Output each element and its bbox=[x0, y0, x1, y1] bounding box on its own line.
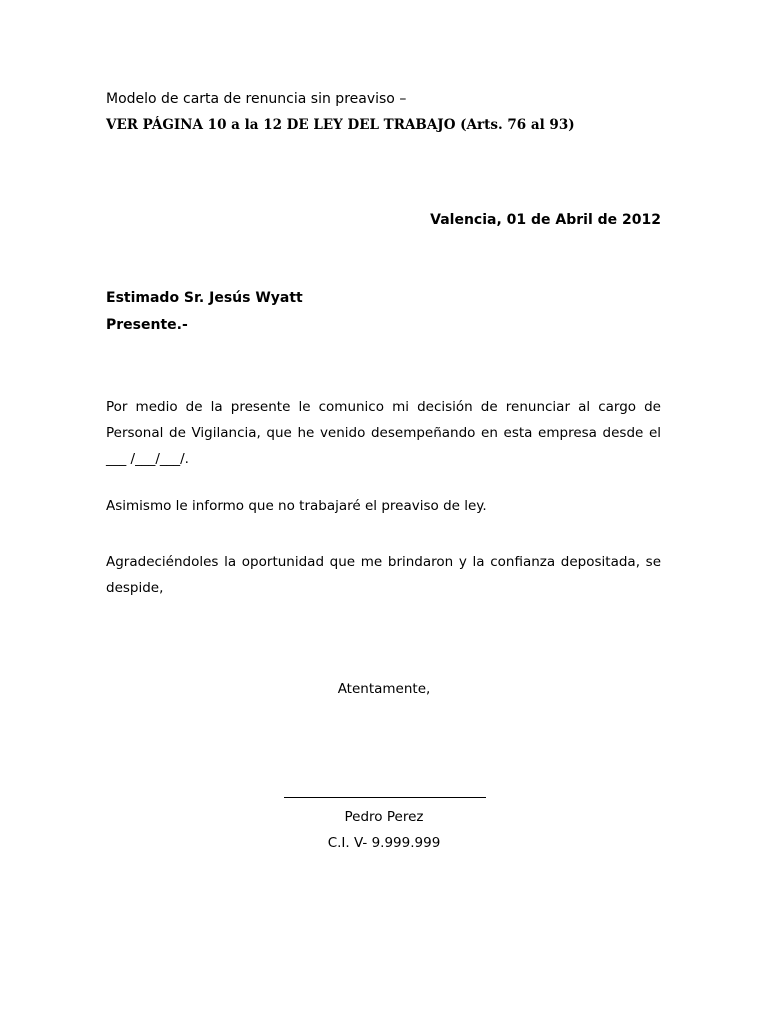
letter-greeting: Estimado Sr. Jesús Wyatt bbox=[106, 290, 303, 306]
document-title: Modelo de carta de renuncia sin preaviso – bbox=[106, 91, 407, 107]
signer-id-number: C.I. V- 9.999.999 bbox=[327, 835, 441, 851]
letter-present: Presente.- bbox=[106, 317, 188, 333]
law-reference: VER PÁGINA 10 a la 12 DE LEY DEL TRABAJO (Arts. 76 al 93) bbox=[106, 117, 575, 133]
signer-name: Pedro Perez bbox=[344, 809, 424, 825]
letter-date: Valencia, 01 de Abril de 2012 bbox=[430, 212, 661, 228]
body-paragraph-notice: Asimismo le informo que no trabajaré el preaviso de ley. bbox=[106, 498, 487, 514]
letter-closing: Atentamente, bbox=[337, 681, 431, 697]
body-paragraph-thanks: Agradeciéndoles la oportunidad que me brindaron y la confianza depositada, se despide, bbox=[106, 554, 661, 596]
body-paragraph-resignation: Por medio de la presente le comunico mi decisión de renunciar al cargo de Personal de Vigilancia, que he venido desempeñando en esta empresa desde el ___ /___/___/. bbox=[106, 399, 661, 467]
signature-line bbox=[284, 797, 486, 798]
